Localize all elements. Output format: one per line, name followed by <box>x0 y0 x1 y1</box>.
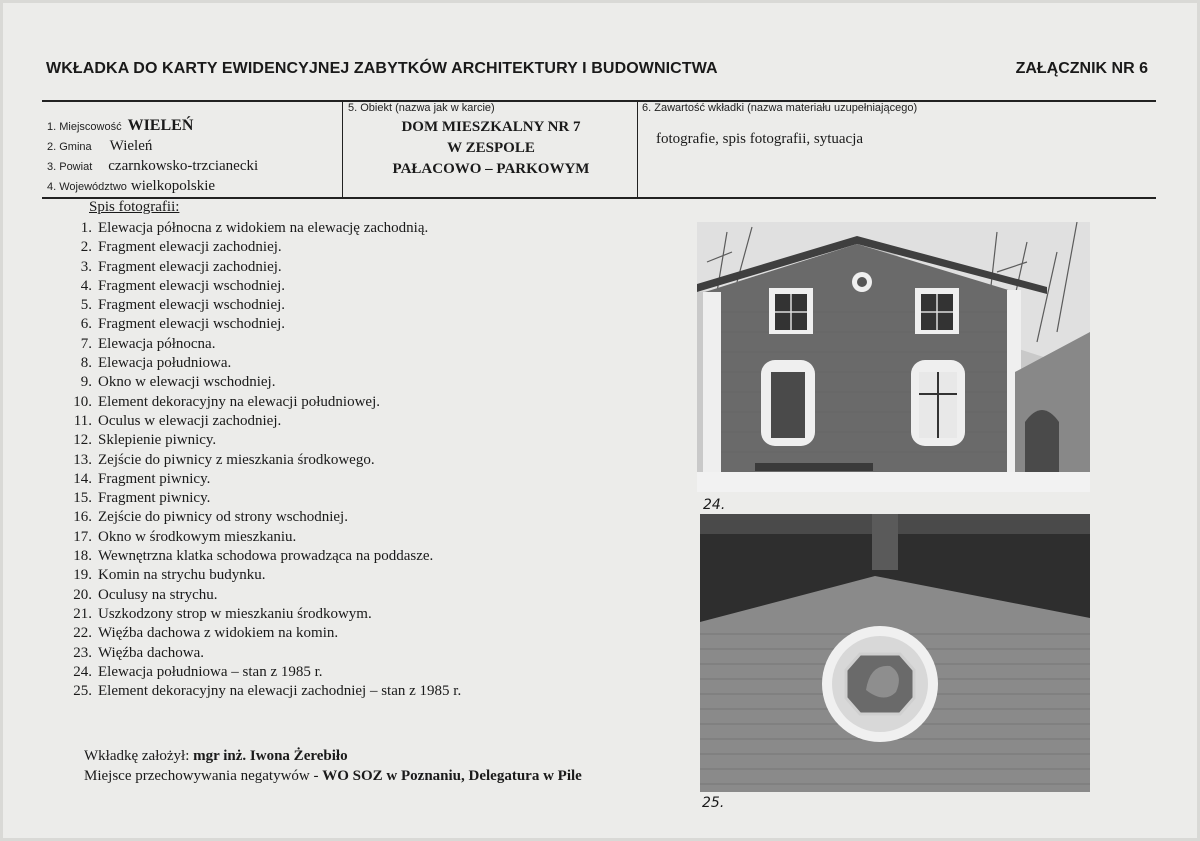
list-item-number: 1. <box>80 220 92 236</box>
list-item-number: 10. <box>73 393 92 410</box>
list-item-number: 23. <box>73 644 92 661</box>
contents-label: 6. Zawartość wkładki (nazwa materiału uzupełniającego) <box>642 102 918 114</box>
voivodeship-label: 4. Województwo <box>47 181 127 193</box>
field-voivodeship <box>47 177 215 195</box>
list-item-text: Fragment piwnicy. <box>98 490 211 507</box>
commune-value: Wieleń <box>109 138 153 154</box>
district-label: 3. Powiat <box>47 161 93 173</box>
list-item-number: 18. <box>73 548 92 565</box>
list-item-text: Fragment elewacji wschodniej. <box>98 277 286 294</box>
locality-label: 1. Miejscowość <box>47 121 122 133</box>
annex-number: ZAŁĄCZNIK NR 6 <box>1015 60 1148 77</box>
object-name-line-2: W ZESPOLE <box>447 140 535 156</box>
author-name: mgr inż. Iwona Żerebiło <box>193 748 348 764</box>
list-item-number: 5. <box>80 297 92 314</box>
document-title: WKŁADKA DO KARTY EWIDENCYJNEJ ZABYTKÓW ARCHITEKTURY I BUDOWNICTWA <box>46 60 718 77</box>
list-item-number: 16. <box>73 509 92 526</box>
locality-value: WIELEŃ <box>127 117 194 134</box>
object-label: 5. Obiekt (nazwa jak w karcie) <box>348 102 495 114</box>
list-item-number: 12. <box>73 432 92 449</box>
commune-label: 2. Gmina <box>47 141 92 153</box>
house-photo-illustration <box>697 222 1090 492</box>
list-item-number: 14. <box>73 470 92 487</box>
list-item-number: 25. <box>73 683 92 700</box>
photo-decorative-element <box>700 514 1090 792</box>
list-item-text: Fragment elewacji wschodniej. <box>98 297 286 314</box>
list-item-text: Więźba dachowa z widokiem na komin. <box>98 625 339 642</box>
district-value: czarnkowsko-trzcianecki <box>108 158 259 174</box>
author-line <box>84 748 348 765</box>
storage-label: Miejsce przechowywania negatywów - <box>84 768 319 784</box>
list-item-text: Komin na strychu budynku. <box>98 567 266 584</box>
photo-24-caption: 24. <box>703 497 726 513</box>
list-item-number: 7. <box>80 335 92 352</box>
list-item-text: Okno w elewacji wschodniej. <box>98 374 276 391</box>
storage-line <box>84 768 582 785</box>
list-item-number: 11. <box>73 412 92 429</box>
list-item-number: 24. <box>73 663 92 680</box>
field-locality <box>47 117 193 135</box>
list-item-number: 4. <box>80 277 92 294</box>
oculus-photo-illustration <box>700 514 1090 792</box>
list-item-text: Więźba dachowa. <box>98 644 205 661</box>
list-item-text: Sklepienie piwnicy. <box>98 432 217 449</box>
form-bottom-rule <box>42 197 1156 199</box>
field-district <box>47 157 258 175</box>
list-item-text: Elewacja południowa – stan z 1985 r. <box>98 663 323 680</box>
storage-value: WO SOZ w Poznaniu, Delegatura w Pile <box>322 768 582 784</box>
list-item-text: Element dekoracyjny na elewacji południowej. <box>98 393 380 410</box>
voivodeship-value: wielkopolskie <box>130 178 216 194</box>
object-name <box>343 117 639 180</box>
list-item-text: Okno w środkowym mieszkaniu. <box>98 528 297 545</box>
list-item-text: Oculusy na strychu. <box>98 586 218 603</box>
list-item-text: Fragment elewacji wschodniej. <box>98 316 286 333</box>
list-item-number: 20. <box>73 586 92 603</box>
photo-south-elevation <box>697 222 1090 492</box>
list-item-text: Element dekoracyjny na elewacji zachodniej – stan z 1985 r. <box>98 683 462 700</box>
list-item-number: 3. <box>80 258 92 275</box>
list-item-text: Uszkodzony strop w mieszkaniu środkowym. <box>98 605 372 622</box>
photo-list-heading: Spis fotografii: <box>89 199 180 215</box>
list-item-text: Fragment elewacji zachodniej. <box>98 239 282 256</box>
list-item-text: Elewacja południowa. <box>98 355 232 372</box>
list-item-number: 13. <box>73 451 92 468</box>
list-item-text: Zejście do piwnicy z mieszkania środkowego. <box>98 451 375 468</box>
list-item-text: Elewacja północna. <box>98 335 216 352</box>
list-item-number: 22. <box>73 625 92 642</box>
field-commune <box>47 137 152 155</box>
list-item-text: Wewnętrzna klatka schodowa prowadząca na poddasze. <box>98 548 434 565</box>
list-item-text: Fragment piwnicy. <box>98 470 211 487</box>
object-name-line-3: PAŁACOWO – PARKOWYM <box>392 161 590 177</box>
list-item-text: Fragment elewacji zachodniej. <box>98 258 282 275</box>
form-top-rule <box>42 100 1156 102</box>
list-item-text: Elewacja północna z widokiem na elewację zachodnią. <box>98 220 429 236</box>
contents-value: fotografie, spis fotografii, sytuacja <box>656 131 864 147</box>
object-name-line-1: DOM MIESZKALNY NR 7 <box>401 119 581 135</box>
list-item-text: Oculus w elewacji zachodniej. <box>98 412 282 429</box>
list-item-text: Zejście do piwnicy od strony wschodniej. <box>98 509 348 526</box>
list-item-number: 6. <box>80 316 92 333</box>
list-item-number: 15. <box>73 490 92 507</box>
list-item-number: 19. <box>73 567 92 584</box>
list-item-number: 9. <box>80 374 92 391</box>
author-label: Wkładkę założył: <box>84 748 190 764</box>
list-item-number: 8. <box>80 355 92 372</box>
list-item-number: 17. <box>73 528 92 545</box>
list-item-number: 21. <box>73 605 92 622</box>
photo-25-caption: 25. <box>702 795 725 811</box>
list-item-number: 2. <box>80 239 92 256</box>
